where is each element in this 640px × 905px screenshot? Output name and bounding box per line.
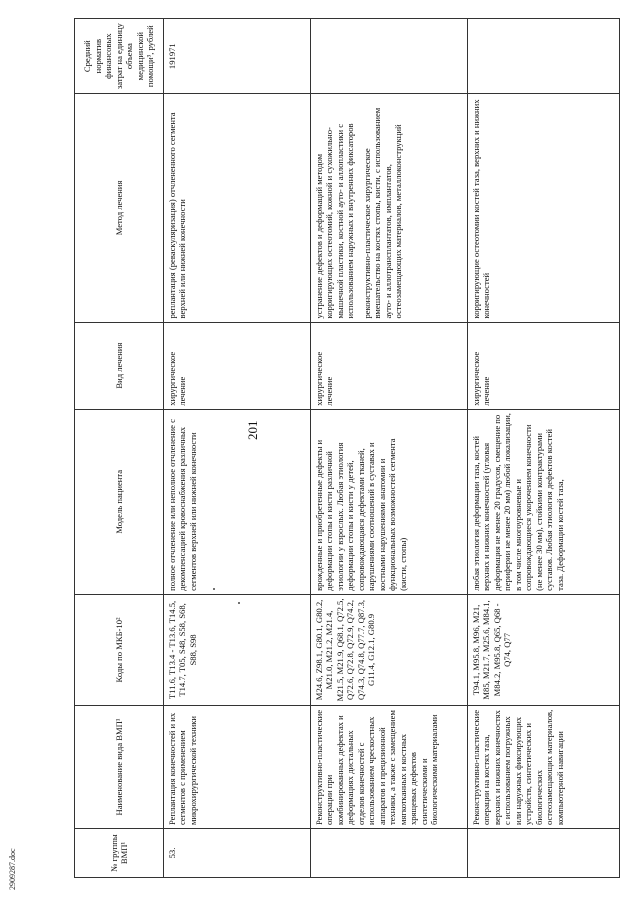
header-method: Метод лечения	[75, 94, 164, 322]
header-name: Наименование вида ВМП¹	[75, 705, 164, 828]
cell-method	[468, 94, 620, 322]
cell-group-no: 53.	[164, 829, 311, 878]
table-row	[311, 19, 468, 878]
table-row	[164, 19, 311, 878]
cell-patient-model: любая этиология деформации таза, костей верхних и нижних конечностей (угловая деформация не менее 20 градусов, смещение по периферии не менее 20 мм) любой локализации, в том числе многоуровневые и сопровождающиеся укорочением конечности (не менее 30 мм), стойкими контрактурами суставов. Любая этиология дефектов костей таза. Деформации костей таза,	[468, 409, 620, 594]
cell-cost: 191971	[164, 19, 311, 94]
cell-treatment-type: хирургическое лечение	[468, 322, 620, 409]
cell-patient-model: врожденные и приобретенные дефекты и деформации стопы и кисти различной этиологии у взрослых. Любая этиология деформации стопы и кисти у детей, сопровождающаяся дефектами тканей, нарушениями соотношений в суставах и костными нарушениями анатомии и функциональных возможностей сегмента (кисти, стопы)	[311, 409, 468, 594]
cell-patient-model: полное отчленение или неполное отчленение с декомпенсацией кровоснабжения различных сегментов верхней или нижней конечности	[164, 409, 311, 594]
header-icd-codes: Коды по МКБ-10²	[75, 594, 164, 705]
cell-group-no	[311, 829, 468, 878]
method-item: устранение дефектов и деформаций методом корригирующих остеотомий, кожной и сухожильно-мышечной пластики, костной ауто- и аллопластики с использованием наружных и внутренних фиксаторов	[314, 123, 356, 319]
cell-icd-codes: M24.6, Z98.1, G80.1, G80.2, M21.0, M21.2, M21.4, M21.5, M21.9, Q68.1, Q72.5, Q72.6, Q72.8, Q72.9, Q74.2, Q74.3, Q74.8, Q77.7, Q87.3, G11.4, G12.1, G80.9	[311, 594, 468, 705]
cell-name: Реплантация конечностей и их сегментов с применением микрохирургической техники	[164, 705, 311, 828]
page-number: 201	[245, 420, 260, 440]
cell-treatment-type: хирургическое лечение	[311, 322, 468, 409]
cell-cost	[311, 19, 468, 94]
cell-cost	[468, 19, 620, 94]
cell-treatment-type: хирургическое лечение	[164, 322, 311, 409]
document-code: 2909287.doc	[8, 848, 17, 890]
method-item: корригирующие остеотомии костей таза, верхних и нижних конечностей	[471, 99, 492, 319]
cell-method	[164, 94, 311, 322]
method-item: реплантация (реваскуляризация) отчлененного сегмента верхней или нижней конечности	[167, 112, 188, 319]
header-patient-model: Модель пациента	[75, 409, 164, 594]
cell-name: Реконструктивно-пластические операции при комбинированных дефектах и деформациях дистальных отделов конечностей с использованием чрескостных аппаратов и прецизионной техники, а также с замещением мягкотканных и костных хрящевых дефектов синтетическими и биологическими материалами	[311, 705, 468, 828]
cell-method	[311, 94, 468, 322]
rotated-table-container	[74, 18, 592, 878]
table-header-row	[75, 19, 164, 878]
cell-icd-codes: T94.1, M95.8, M96, M21, M85, M21.7, M25.6, M84.1, M84.2, M95.8, Q65, Q68 - Q74, Q77	[468, 594, 620, 705]
table-row	[468, 19, 620, 878]
header-cost: Средний норматив финансовых затрат на единицу объема медицинской помощи³, рублей	[75, 19, 164, 94]
cell-group-no	[468, 829, 620, 878]
header-treatment-type: Вид лечения	[75, 322, 164, 409]
cell-name: Реконструктивно-пластические операции на костях таза, верхних и нижних конечностях с использованием погружных или наружных фиксирующих устройств, синтетических и биологических остеозамещающих материалов, компьютерной навигации	[468, 705, 620, 828]
header-group-no: № группы ВМП¹	[75, 829, 164, 878]
method-item: реконструктивно-пластическое хирургическое вмешательство на костях стопы, кисти, с использованием ауто- и аллотрансплантатов, имплантатов, остеозамещающих материалов, металлоконструкций	[361, 107, 404, 319]
vmp-table	[74, 18, 620, 878]
cell-icd-codes: T11.6, T13.4 - T13.6, T14.5, T14.7, T05, S48, S58, S68, S88, S98	[164, 594, 311, 705]
